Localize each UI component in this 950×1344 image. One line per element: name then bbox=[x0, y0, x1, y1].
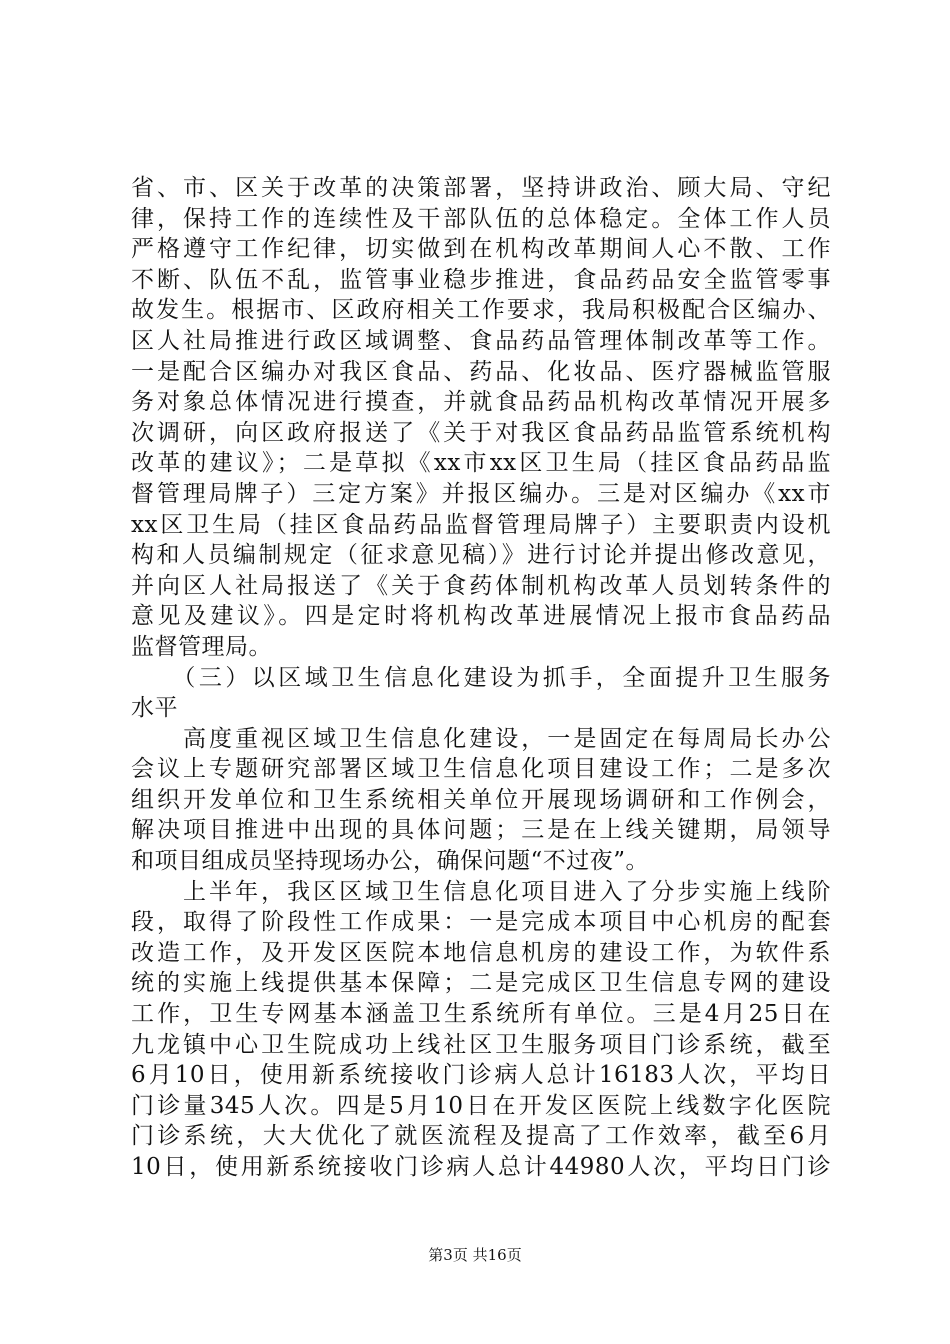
text-line: 门诊量345人次。四是5月10日在开发区医院上线数字化医院 bbox=[131, 1092, 831, 1119]
text-line: 10日，使用新系统接收门诊病人总计44980人次，平均日门诊 bbox=[131, 1154, 831, 1180]
text-line: 高度重视区域卫生信息化建设，一是固定在每周局长办公 bbox=[131, 725, 831, 752]
text-line: 段，取得了阶段性工作成果：一是完成本项目中心机房的配套 bbox=[131, 909, 831, 936]
text-line: 严格遵守工作纪律，切实做到在机构改革期间人心不散、工作 bbox=[131, 236, 831, 263]
text-line: 并向区人社局报送了《关于食药体制机构改革人员划转条件的 bbox=[131, 572, 831, 599]
text-line: （三）以区域卫生信息化建设为抓手，全面提升卫生服务 bbox=[131, 664, 831, 691]
text-line: 解决项目推进中出现的具体问题；三是在上线关键期，局领导 bbox=[131, 817, 831, 844]
text-line: 省、市、区关于改革的决策部署，坚持讲政治、顾大局、守纪 bbox=[131, 175, 831, 201]
text-line: 督管理局牌子）三定方案》并报区编办。三是对区编办《xx市 bbox=[131, 480, 831, 507]
text-line: 改造工作，及开发区医院本地信息机房的建设工作，为软件系 bbox=[131, 939, 831, 966]
text-line: 上半年，我区区域卫生信息化项目进入了分步实施上线阶 bbox=[131, 878, 831, 905]
text-line: 不断、队伍不乱，监管事业稳步推进，食品药品安全监管零事 bbox=[131, 266, 831, 293]
text-line: 改革的建议》；二是草拟《xx市xx区卫生局（挂区食品药品监 bbox=[131, 450, 831, 477]
text-line: xx区卫生局（挂区食品药品监督管理局牌子）主要职责内设机 bbox=[131, 511, 831, 538]
text-line: 水平 bbox=[131, 695, 178, 722]
text-line: 律，保持工作的连续性及干部队伍的总体稳定。全体工作人员 bbox=[131, 205, 831, 232]
text-line: 门诊系统，大大优化了就医流程及提高了工作效率，截至6月 bbox=[131, 1123, 831, 1150]
text-line: 故发生。根据市、区政府相关工作要求，我局积极配合区编办、 bbox=[131, 297, 831, 324]
text-line: 次调研，向区政府报送了《关于对我区食品药品监管系统机构 bbox=[131, 419, 831, 446]
text-line: 监督管理局。 bbox=[131, 633, 272, 660]
text-line: 统的实施上线提供基本保障；二是完成区卫生信息专网的建设 bbox=[131, 970, 831, 997]
document-body bbox=[131, 173, 831, 1183]
text-line: 构和人员编制规定（征求意见稿）》进行讨论并提出修改意见， bbox=[131, 542, 831, 569]
text-line: 会议上专题研究部署区域卫生信息化项目建设工作；二是多次 bbox=[131, 756, 831, 783]
text-line: 意见及建议》。四是定时将机构改革进展情况上报市食品药品 bbox=[131, 603, 831, 630]
text-line: 工作，卫生专网基本涵盖卫生系统所有单位。三是4月25日在 bbox=[131, 1001, 831, 1028]
text-line: 一是配合区编办对我区食品、药品、化妆品、医疗器械监管服 bbox=[131, 358, 831, 385]
text-line: 区人社局推进行政区域调整、食品药品管理体制改革等工作。 bbox=[131, 327, 831, 354]
text-line: 组织开发单位和卫生系统相关单位开展现场调研和工作例会， bbox=[131, 786, 831, 813]
page-footer: 第3页 共16页 bbox=[428, 1246, 522, 1264]
text-line: 和项目组成员坚持现场办公，确保问题“不过夜”。 bbox=[131, 848, 650, 875]
text-line: 九龙镇中心卫生院成功上线社区卫生服务项目门诊系统，截至 bbox=[131, 1031, 831, 1058]
text-line: 务对象总体情况进行摸查，并就食品药品机构改革情况开展多 bbox=[131, 389, 831, 416]
text-line: 6月10日，使用新系统接收门诊病人总计16183人次，平均日 bbox=[131, 1062, 831, 1089]
